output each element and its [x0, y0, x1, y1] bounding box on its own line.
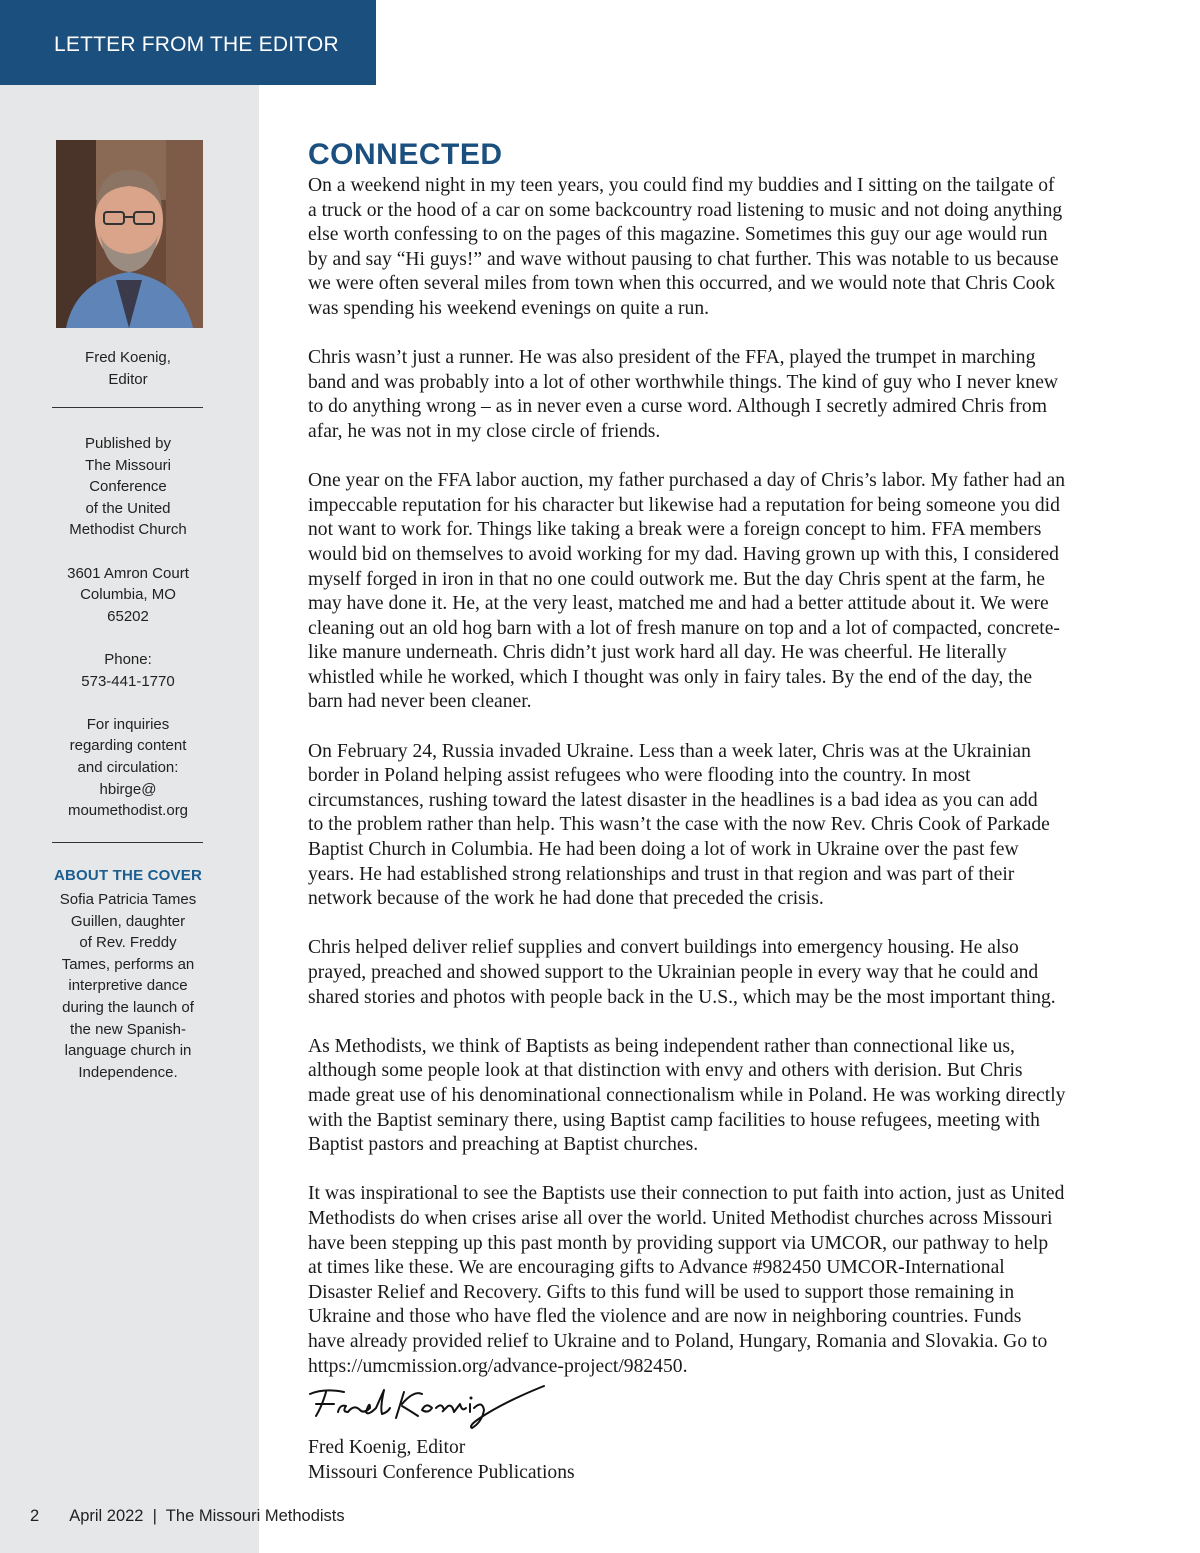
- article-paragraph: [308, 936, 1148, 1010]
- paragraph-line: we were often several miles from town when this occurred, and we would note that Chris Cook: [308, 273, 1056, 295]
- paragraph-gap: [308, 445, 1148, 470]
- masthead-info: [42, 433, 214, 822]
- paragraph-line: by and say “Hi guys!” and wave without pausing to chat further. This was notable to us because: [308, 248, 1059, 270]
- editor-signature: [304, 1382, 554, 1440]
- paragraph-line: at times like these. We are encouraging gifts to Advance #982450 UMCOR-International: [308, 1257, 1005, 1279]
- paragraph-line: Disaster Relief and Recovery. Gifts to this fund will be used to support those remaining in: [308, 1281, 1015, 1303]
- about-cover-line: language church in: [64, 1042, 192, 1060]
- paragraph-line: a truck or the hood of a car on some backcountry road listening to music and not doing anything: [308, 199, 1063, 221]
- paragraph-gap: [308, 1010, 1148, 1035]
- inquiries-line: For inquiries: [86, 715, 170, 733]
- publisher-line: The Missouri: [85, 456, 171, 474]
- paragraph-line: As Methodists, we think of Baptists as being independent rather than connectional like us,: [308, 1035, 1015, 1057]
- paragraph-line: On February 24, Russia invaded Ukraine. Less than a week later, Chris was at the Ukrainian: [308, 740, 1031, 762]
- publisher-line: of the United: [85, 499, 171, 517]
- page-footer: [30, 1507, 345, 1526]
- about-cover-line: Independence.: [78, 1063, 178, 1081]
- paragraph-gap: [308, 912, 1148, 937]
- paragraph-line: Ukraine and those who have fled the violence and are now in neighboring countries. Funds: [308, 1306, 1022, 1328]
- paragraph-line: have been stepping up this past month by providing support via UMCOR, our pathway to help: [308, 1232, 1049, 1254]
- paragraph-line: was spending his weekend evenings on quite a run.: [308, 297, 710, 319]
- paragraph-line: may have done it. He, at the very least, matched me and had a better attitude about it. We were: [308, 593, 1049, 615]
- paragraph-line: Baptist Church in Columbia. He had been doing a lot of work in Ukraine over the past few: [308, 839, 1019, 861]
- about-cover-line: Tames, performs an: [61, 955, 195, 973]
- article-paragraph: [308, 1035, 1148, 1158]
- about-cover-text: [42, 889, 214, 1083]
- paragraph-gap: [308, 715, 1148, 740]
- paragraph-line: impeccable reputation for his character but likewise had a reputation for being someone you did: [308, 494, 1060, 516]
- phone-label: Phone:: [104, 650, 152, 668]
- inquiries-email: hbirge@: [99, 780, 157, 798]
- paragraph-line: cleaning out an old hog barn with a lot of fresh manure on top and a lot of compacted, concrete-: [308, 617, 1060, 639]
- article-paragraph: [308, 1182, 1148, 1379]
- phone-number: 573-441-1770: [81, 672, 175, 690]
- about-cover-line: interpretive dance: [68, 977, 188, 995]
- article: [308, 138, 1148, 1379]
- article-paragraph: [308, 346, 1148, 444]
- paragraph-line: whistled while he worked, which I thought was only in fairy tales. By the end of the day, the: [308, 666, 1033, 688]
- paragraph-line: with the Baptist seminary there, using Baptist camp facilities to house refugees, meeting with: [308, 1109, 1040, 1131]
- inquiries-line: regarding content: [69, 737, 187, 755]
- paragraph-line: made great use of his denominational connectionalism while in Poland. He was working directly: [308, 1084, 1066, 1106]
- about-cover-line: the new Spanish-: [70, 1020, 186, 1038]
- address-line: 3601 Amron Court: [67, 564, 189, 582]
- section-label: LETTER FROM THE EDITOR: [54, 33, 339, 56]
- paragraph-line: shared stories and photos with people back in the U.S., which may be the most important thing.: [308, 986, 1056, 1008]
- about-cover-heading: ABOUT THE COVER: [53, 867, 202, 884]
- paragraph-line: Chris helped deliver relief supplies and convert buildings into emergency housing. He also: [308, 937, 1019, 959]
- article-paragraph: [308, 740, 1148, 912]
- paragraph-line: would bid on themselves to avoid working for my dad. Having grown up with this, I considered: [308, 543, 1059, 565]
- paragraph-line: prayed, preached and showed support to the Ukrainian people in every way that he could and: [308, 962, 1039, 983]
- paragraph-line: to the problem rather than help. This wasn’t the case with the now Rev. Chris Cook of Parkade: [308, 814, 1050, 836]
- article-title: CONNECTED: [308, 138, 503, 171]
- about-cover-line: Sofia Patricia Tames: [59, 891, 197, 908]
- paragraph-line: It was inspirational to see the Baptists use their connection to put faith into action, just as United: [308, 1183, 1065, 1205]
- paragraph-line: https://umcmission.org/advance-project/982450.: [308, 1355, 688, 1377]
- paragraph-line: Methodists do when crises arise all over the world. United Methodist churches across Missouri: [308, 1207, 1053, 1229]
- paragraph-line: else worth confessing to on the pages of this magazine. Sometimes this guy our age would run: [308, 224, 1048, 246]
- paragraph-gap: [308, 1158, 1148, 1183]
- signoff-name: Fred Koenig, Editor: [308, 1437, 466, 1458]
- divider: [52, 842, 203, 843]
- paragraph-line: barn had never been cleaner.: [308, 691, 532, 713]
- article-body: [308, 174, 1148, 1379]
- address-line: 65202: [107, 607, 149, 625]
- about-cover-line: of Rev. Freddy: [79, 934, 177, 952]
- inquiries-line: and circulation:: [77, 758, 179, 776]
- paragraph-line: border in Poland helping assist refugees who were flooding into the country. In most: [308, 765, 971, 787]
- caption-name: Fred Koenig,: [85, 349, 171, 366]
- editor-photo: [56, 140, 203, 328]
- inquiries-email: moumethodist.org: [67, 802, 189, 820]
- divider: [52, 407, 203, 408]
- publisher-line: Published by: [85, 435, 171, 452]
- paragraph-line: band and was probably into a lot of other worthwhile things. The kind of guy who I never knew: [308, 371, 1059, 393]
- section-header: [0, 0, 376, 85]
- paragraph-line: like manure underneath. Chris didn’t just work hard all day. He was cheerful. He literally: [308, 642, 1007, 664]
- paragraph-line: afar, he was not in my close circle of friends.: [308, 420, 661, 442]
- paragraph-line: circumstances, rushing toward the latest disaster in the headlines is a bad idea as you can add: [308, 789, 1038, 811]
- about-cover-line: Guillen, daughter: [70, 912, 186, 930]
- paragraph-line: myself forged in iron in that no one could outwork me. But the day Chris spent at the farm, he: [308, 568, 1045, 590]
- article-paragraph: [308, 469, 1148, 715]
- paragraph-gap: [308, 322, 1148, 347]
- paragraph-line: years. He had established strong relationships and trust in that region and was part of their: [308, 863, 1015, 885]
- paragraph-line: not want to work for. Things like taking a break were a foreign concept to him. FFA members: [308, 519, 1042, 541]
- closing-signoff: [308, 1436, 575, 1485]
- paragraph-line: have already provided relief to Ukraine and to Poland, Hungary, Romania and Slovakia. Go to: [308, 1330, 1048, 1352]
- paragraph-line: Baptist pastors and preaching at Baptist churches.: [308, 1134, 699, 1156]
- caption-role: Editor: [108, 370, 148, 388]
- photo-caption: [42, 347, 214, 390]
- paragraph-line: although some people look at that distinction with envy and others with derision. But Chris: [308, 1060, 1023, 1082]
- paragraph-line: On a weekend night in my teen years, you could find my buddies and I sitting on the tailgate of: [308, 175, 1055, 196]
- issue-info: April 2022 | The Missouri Methodists: [69, 1507, 345, 1525]
- signoff-organization: Missouri Conference Publications: [308, 1461, 575, 1483]
- publisher-line: Conference: [89, 478, 167, 496]
- article-paragraph: [308, 174, 1148, 322]
- about-cover-line: during the launch of: [62, 998, 194, 1016]
- paragraph-line: to do anything wrong – as in never even a curse word. Although I secretly admired Chris from: [308, 396, 1047, 418]
- address-line: Columbia, MO: [80, 586, 176, 604]
- page-number: 2: [30, 1507, 40, 1525]
- paragraph-line: Chris wasn’t just a runner. He was also president of the FFA, played the trumpet in marching: [308, 347, 1036, 369]
- publisher-line: Methodist Church: [69, 521, 187, 539]
- paragraph-line: network because of the work he had done that preceded the crisis.: [308, 888, 824, 910]
- paragraph-line: One year on the FFA labor auction, my father purchased a day of Chris’s labor. My father had an: [308, 470, 1066, 492]
